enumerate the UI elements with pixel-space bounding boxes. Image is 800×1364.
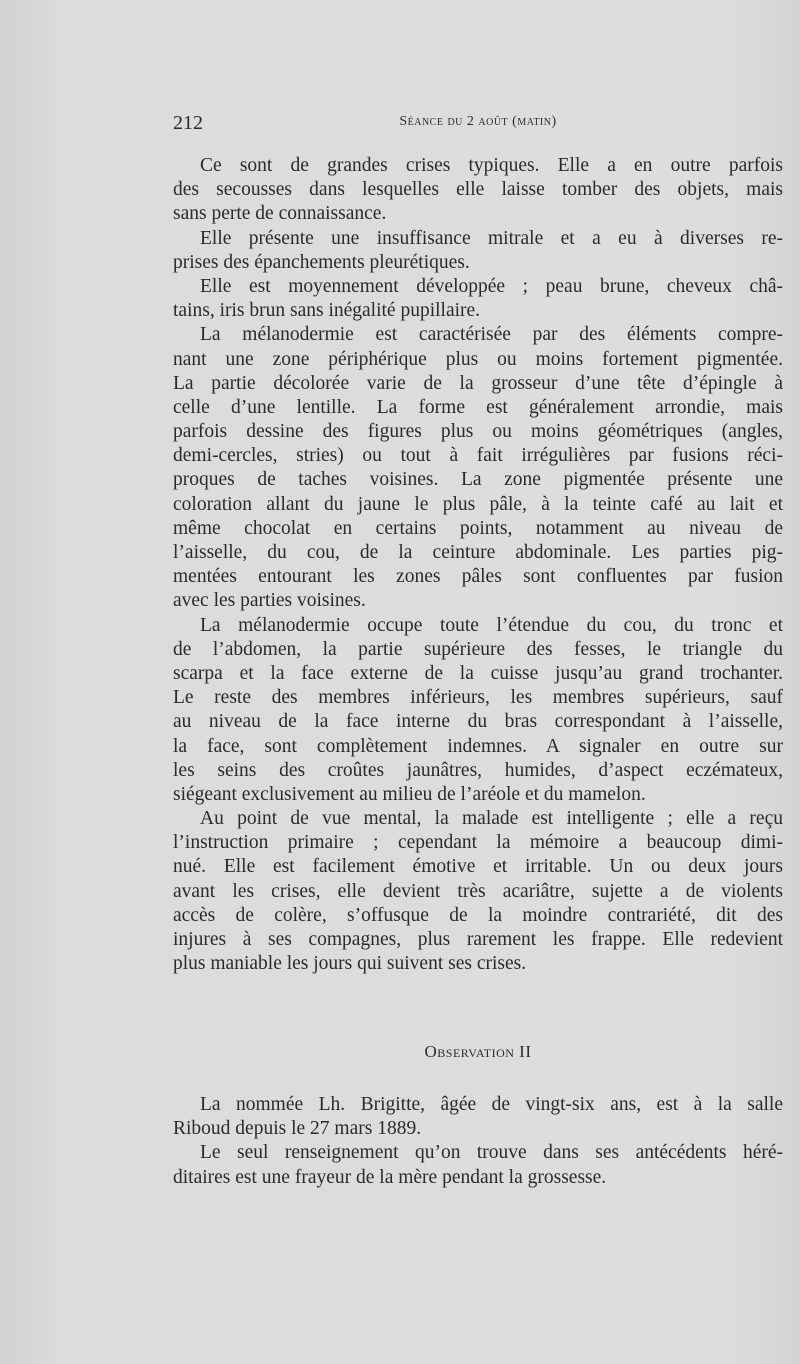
text-line: accès de colère, s’offusque de la moindre contrariété, dit des [173,904,783,926]
text-line: tains, iris brun sans inégalité pupillaire. [173,300,481,322]
text-line: nant une zone périphérique plus ou moins fortement pigmentée. [173,348,783,370]
paragraph [173,154,783,227]
text-line: coloration allant du jaune le plus pâle, à la teinte café au lait et [173,493,783,515]
paragraph [173,614,783,808]
text-line: parfois dessine des figures plus ou moins géométriques (angles, [173,421,783,443]
text-line: Elle est moyennement développée ; peau brune, cheveux châ- [200,275,783,297]
paragraph [173,275,783,323]
text-line: La partie décolorée varie de la grosseur d’une tête d’épingle à [173,372,783,394]
observation-text [173,154,783,976]
text-line: demi-cercles, stries) ou tout à fait irrégulières par fusions réci- [173,445,783,467]
section-heading: Observation II [424,1042,532,1061]
text-line: La mélanodermie est caractérisée par des éléments compre- [200,324,783,346]
text-line: Ce sont de grandes crises typiques. Elle a en outre parfois [200,155,783,176]
text-line: l’aisselle, du cou, de la ceinture abdominale. Les parties pig- [173,542,783,563]
text-line: Elle présente une insuffisance mitrale et a eu à diverses re- [200,227,783,249]
text-line: les seins des croûtes jaunâtres, humides, d’aspect eczémateux, [173,759,783,781]
text-line: Riboud depuis le 27 mars 1889. [173,1118,422,1140]
running-header [173,112,783,138]
text-line: celle d’une lentille. La forme est généralement arrondie, mais [173,396,783,418]
text-line: La mélanodermie occupe toute l’étendue du cou, du tronc et [200,614,783,636]
text-line: siégeant exclusivement au milieu de l’aréole et du mamelon. [173,783,646,805]
text-line: Le reste des membres inférieurs, les membres supérieurs, sauf [173,687,783,709]
text-line: sans perte de connaissance. [173,203,387,225]
text-line: de l’abdomen, la partie supérieure des fesses, le triangle du [173,638,783,660]
text-line: scarpa et la face externe de la cuisse jusqu’au grand trochanter. [173,662,783,684]
text-line: avant les crises, elle devient très acariâtre, sujette a de violents [173,880,783,902]
observation-ii-text [173,1093,783,1190]
text-line: prises des épanchements pleurétiques. [173,251,470,273]
text-line: la face, sont complètement indemnes. A signaler en outre sur [173,735,783,757]
text-line: avec les parties voisines. [173,590,366,612]
paragraph [173,227,783,275]
text-line: mentées entourant les zones pâles sont confluentes par fusion [173,566,783,588]
text-line: l’instruction primaire ; cependant la mémoire a beaucoup dimi- [173,832,783,854]
text-line: Le seul renseignement qu’on trouve dans ses antécédents héré- [200,1142,783,1164]
text-line: Au point de vue mental, la malade est intelligente ; elle a reçu [200,808,783,830]
running-title: Séance du 2 août (matin) [399,114,557,129]
text-line: La nommée Lh. Brigitte, âgée de vingt-six ans, est à la salle [200,1094,783,1115]
text-line: proques de taches voisines. La zone pigmentée présente une [173,469,783,491]
paragraph [173,807,783,976]
paragraph [173,1141,783,1189]
text-line: ditaires est une frayeur de la mère pendant la grossesse. [173,1166,607,1188]
text-line: plus maniable les jours qui suivent ses crises. [173,953,527,975]
text-line: au niveau de la face interne du bras correspondant à l’aisselle, [173,711,783,733]
text-line: même chocolat en certains points, notamment au niveau de [173,517,783,539]
text-line: des secousses dans lesquelles elle laisse tomber des objets, mais [173,179,783,201]
page-number: 212 [173,112,203,134]
text-line: injures à ses compagnes, plus rarement les frappe. Elle redevient [173,929,783,950]
paragraph [173,1093,783,1141]
paragraph [173,323,783,613]
text-line: nué. Elle est facilement émotive et irritable. Un ou deux jours [173,856,783,878]
